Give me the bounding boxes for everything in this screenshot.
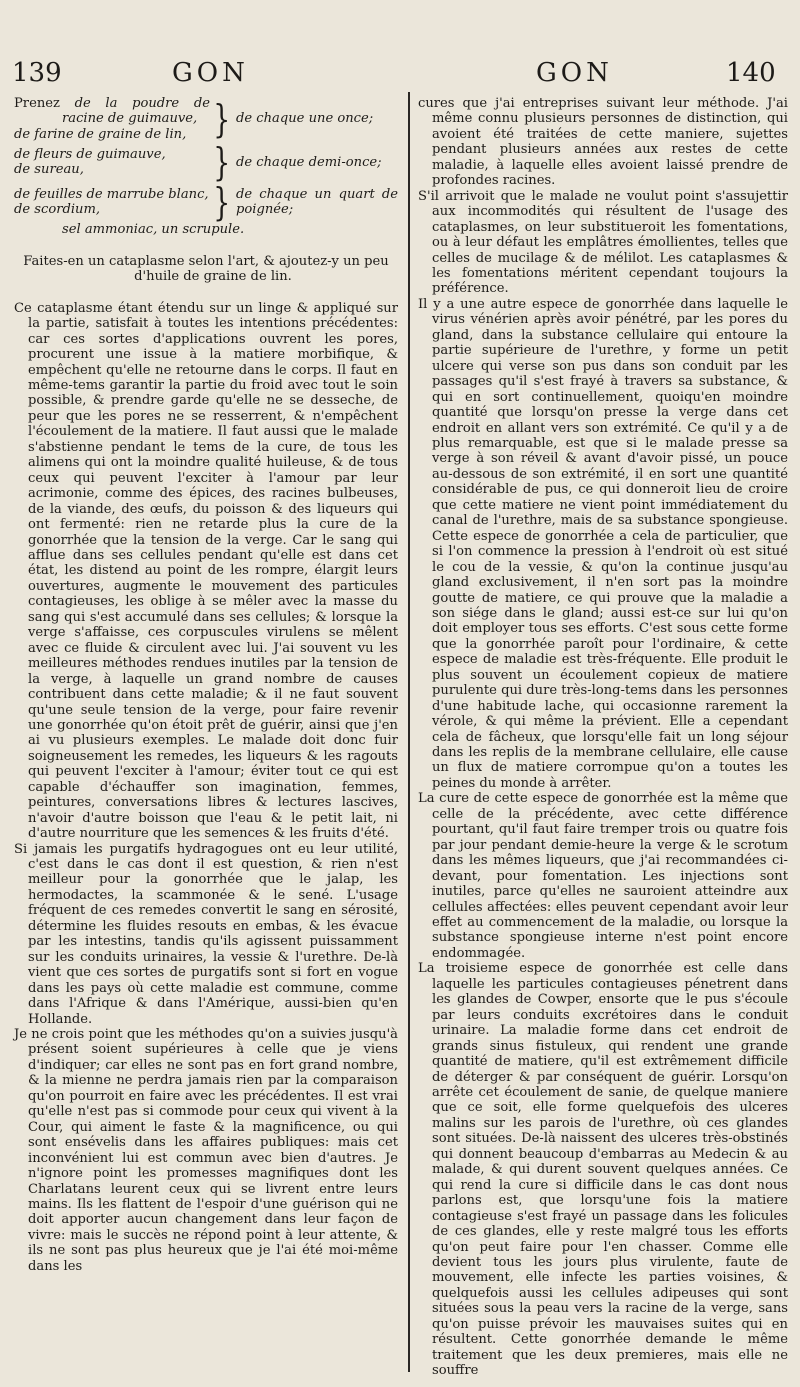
paragraph: Si jamais les purgatifs hydragogues ont eu leur utilité, c'est dans le cas dont il est question, & rien n'est meilleur pour la gonorrhée que le jalap, les hermodactes, la scammonée & le sené. L'usage fréquent de ces remedes convertit le sang en sérosité, détermine les fluides resouts en embas, & les évacue par les intestins, tandis qu'ils agissent puissamment sur les conduits urinaires, la vessie & l'urethre. De-là vient que ces sortes de purgatifs sont si fort en vogue dans les pays où cette maladie est commune, comme dans l'Afrique & dans l'Amérique, aussi-bien qu'en Hollande. bbox=[14, 841, 398, 1027]
recipe-quantity: de chaque une once; bbox=[236, 111, 374, 127]
running-head-left: GON bbox=[172, 58, 249, 88]
recipe-ingredients bbox=[14, 187, 210, 218]
recipe-ingredient: de feuilles de marrube blanc, bbox=[14, 186, 209, 202]
paragraph: La troisieme espece de gonorrhée est celle dans laquelle les particules contagieuses pénetrent dans les glandes de Cowper, ensorte que le pus s'écoule par leurs conduits excrétoires dans le conduit urinaire. La maladie forme dans cet endroit de grands sinus fistuleux, qui rendent une grande quantité de matiere, qu'il est extrêmement difficile de déterger & par conséquent de guérir. Lorsqu'on arrête cet écoulement de sanie, de quelque maniere que ce soit, elle forme quelquefois des ulceres malins sur les parois de l'urethre, où ces glandes sont situées. De-là naissent des ulceres très-obstinés qui donnent beaucoup d'embarras au Medecin & au malade, & qui durent souvent quelques années. Ce qui rend la cure si difficile dans le cas dont nous parlons est, que lorsqu'une fois la matiere contagieuse s'est frayé un passage dans les folicules de ces glandes, elle y reste malgré tous les efforts qu'on peut faire pour l'en chasser. Comme elle devient tous les jours plus virulente, faute de mouvement, elle infecte les parties voisines, & quelquefois aussi les cellules adipeuses qui sont situées sous la peau vers la racine de la verge, sans qu'on puisse prévoir les mauvaises suites qui en résultent. Cette gonorrhée demande le même traitement que les deux premieres, mais elle ne souffre bbox=[418, 961, 788, 1379]
paragraph: Il y a une autre espece de gonorrhée dans laquelle le virus vénérien après avoir pénétré, par les pores du gland, dans la substance cellulaire qui entoure la partie supérieure de l'urethre, y forme un petit ulcere qui verse son pus dans son conduit par les passages qu'il s'est frayé à travers sa substance, & qui en sort continuellement, quoiqu'en moindre quantité que lorsqu'on presse la verge dans cet endroit en allant vers son extrémité. Ce qu'il y a de plus remarquable, est que si le malade presse sa verge à son réveil & avant d'avoir pissé, un pouce au-dessous de son extrémité, il en sort une quantité considérable de pus, ce qui donneroit lieu de croire que cette matiere ne vient point immédiatement du canal de l'urethre, mais de sa substance spongieuse. Cette espece de gonorrhée a cela de particulier, que si l'on commence la pression à l'endroit où est situé le cou de la vessie, & qu'on la continue jusqu'au gland exclusivement, il n'en sort pas la moindre goutte de matiere, ce qui prouve que la maladie a son siége dans le gland; aussi est-ce sur lui qu'on doit employer tous ses efforts. C'est sous cette forme que la gonorrhée paroît pour l'ordinaire, & cette espece de maladie est très-fréquente. Elle produit le plus souvent un écoulement copieux de matiere purulente qui dure très-long-tems dans les personnes d'une habitude lache, qui occasionne rarement la vérole, & qui même la prévient. Elle a cependant cela de fâcheux, que lorsqu'elle fait un long séjour dans les replis de la membrane cellulaire, elle cause un flux de matiere corrompue qu'on a toutes les peines du monde à arrêter. bbox=[418, 296, 788, 791]
recipe-quantity: de chaque demi-once; bbox=[236, 154, 382, 170]
paragraph: Ce cataplasme étant étendu sur un linge & appliqué sur la partie, satisfait à toutes les intentions précédentes: car ces sortes d'applications ouvrent les pores, procurent une issue à la matiere morbifique, & empêchent qu'elle ne retourne dans le corps. Il faut en même-tems garantir la partie du froid avec tout le soin possible, & prendre garde qu'elle ne se desseche, de peur que les pores ne se resserrent, & n'empêchent l'écoulement de la matiere. Il faut aussi que le malade s'abstienne pendant le tems de la cure, de tous les alimens qui ont la moindre qualité huileuse, & de tous ceux qui peuvent l'exciter à l'amour par leur acrimonie, comme des épices, des racines bulbeuses, de la viande, des œufs, du poisson & des liqueurs qui ont fermenté: rien ne retarde plus la cure de la gonorrhée que la tension de la verge. Car le sang qui afflue dans ses cellules pendant qu'elle est dans cet état, les distend au point de les rompre, élargit leurs ouvertures, augmente le mouvement des particules contagieuses, les oblige à se mêler avec la masse du sang qui s'est accumulé dans ses cellules; & lorsque la verge s'affaisse, ces corpuscules virulens se mêlent avec ce fluide & circulent avec lui. J'ai souvent vu les meilleures méthodes rendues inutiles par la tension de la verge, à laquelle un grand nombre de causes contribuent dans cette maladie; & il ne faut souvent qu'une seule tension de la verge, pour faire revenir une gonorrhée qu'on étoit prêt de guérir, ainsi que j'en ai vu plusieurs exemples. Le malade doit donc fuir soigneusement les remedes, les liqueurs & les ragouts qui peuvent l'exciter à l'amour; éviter tout ce qui est capable d'échauffer son imagination, femmes, peintures, conversations libres & lectures lascives, n'avoir d'autre boisson que l'eau & le petit lait, ni d'autre nourriture que les semences & les fruits d'été. bbox=[14, 300, 398, 842]
brace: } bbox=[213, 180, 231, 225]
recipe-group bbox=[14, 180, 398, 225]
recipe-ingredient: de fleurs de guimauve, bbox=[14, 146, 166, 162]
recipe-group bbox=[14, 96, 398, 142]
paragraph: cures que j'ai entreprises suivant leur méthode. J'ai même connu plusieurs personnes de distinction, qui avoient été traitées de cette maniere, sujettes pendant plusieurs années aux restes de cette maladie, à laquelle elles avoient laissé prendre de profondes racines. bbox=[418, 96, 788, 189]
recipe-ingredient: de farine de graine de lin, bbox=[14, 126, 187, 142]
recipe bbox=[14, 96, 398, 238]
recipe-ingredients bbox=[14, 96, 210, 142]
left-column bbox=[14, 96, 398, 1274]
recipe-ingredient: de la poudre de racine de guimauve, bbox=[62, 96, 210, 127]
brace: } bbox=[213, 140, 231, 185]
recipe-ingredients bbox=[14, 147, 210, 178]
recipe-quantity: de chaque un quart de poignée; bbox=[236, 186, 398, 218]
paragraph: La cure de cette espece de gonorrhée est la même que celle de la précédente, avec cette différence pourtant, qu'il faut faire tremper trois ou quatre fois par jour pendant demie-heure la verge & le scrotum dans les mêmes liqueurs, que j'ai recommandées ci-devant, pour fomentation. Les injections sont inutiles, parce qu'elles ne sauroient atteindre aux cellules affectées: elles peuvent cependant avoir leur effet au commencement de la maladie, ou lorsque la substance spongieuse interne n'est point encore endommagée. bbox=[418, 791, 788, 961]
paragraph: S'il arrivoit que le malade ne voulut point s'assujettir aux incommodités qui résultent de l'usage des cataplasmes, on leur substitueroit les fomentations, ou à leur défaut les emplâtres émollientes, telles que celles de mucilage & de mélilot. Les cataplasmes & les fomentations méritent cependant toujours la préférence. bbox=[418, 188, 788, 297]
recipe-lead: Prenez bbox=[14, 96, 60, 111]
brace: } bbox=[213, 97, 231, 142]
page-number-left: 139 bbox=[12, 58, 62, 88]
recipe-group bbox=[14, 140, 398, 185]
recipe-ingredient: de scordium, bbox=[14, 202, 101, 218]
paragraph: Je ne crois point que les méthodes qu'on a suivies jusqu'à présent soient supérieures à celle que je viens d'indiquer; car elles ne sont pas en fort grand nombre, & la mienne ne perdra jamais rien par la comparaison qu'on pourroit en faire avec les précédentes. Il est vrai qu'elle n'est pas si commode pour ceux qui vivent à la Cour, qui aiment le faste & la magnificence, ou qui sont ensévelis dans les affaires publiques: mais cet inconvénient lui est commun avec bien d'autres. Je n'ignore point les promesses magnifiques dont les Charlatans leurent ceux qui se livrent entre leurs mains. Ils les flattent de l'espoir d'une guérison qui ne doit apporter aucun changement dans leur façon de vivre: mais le succès ne répond point à leur attente, & ils ne sont pas plus heureux que je l'ai été moi-même dans les bbox=[14, 1027, 398, 1274]
paragraph: Faites-en un cataplasme selon l'art, & ajoutez-y un peu d'huile de graine de lin. bbox=[23, 253, 389, 285]
right-column bbox=[418, 96, 788, 1379]
running-head-right: GON bbox=[536, 58, 613, 88]
column-divider bbox=[408, 92, 410, 1372]
recipe-ingredient: de sureau, bbox=[14, 162, 84, 178]
page-number-right: 140 bbox=[726, 58, 776, 88]
recipe-last-ingredient: sel ammoniac, un scrupule. bbox=[62, 222, 245, 238]
